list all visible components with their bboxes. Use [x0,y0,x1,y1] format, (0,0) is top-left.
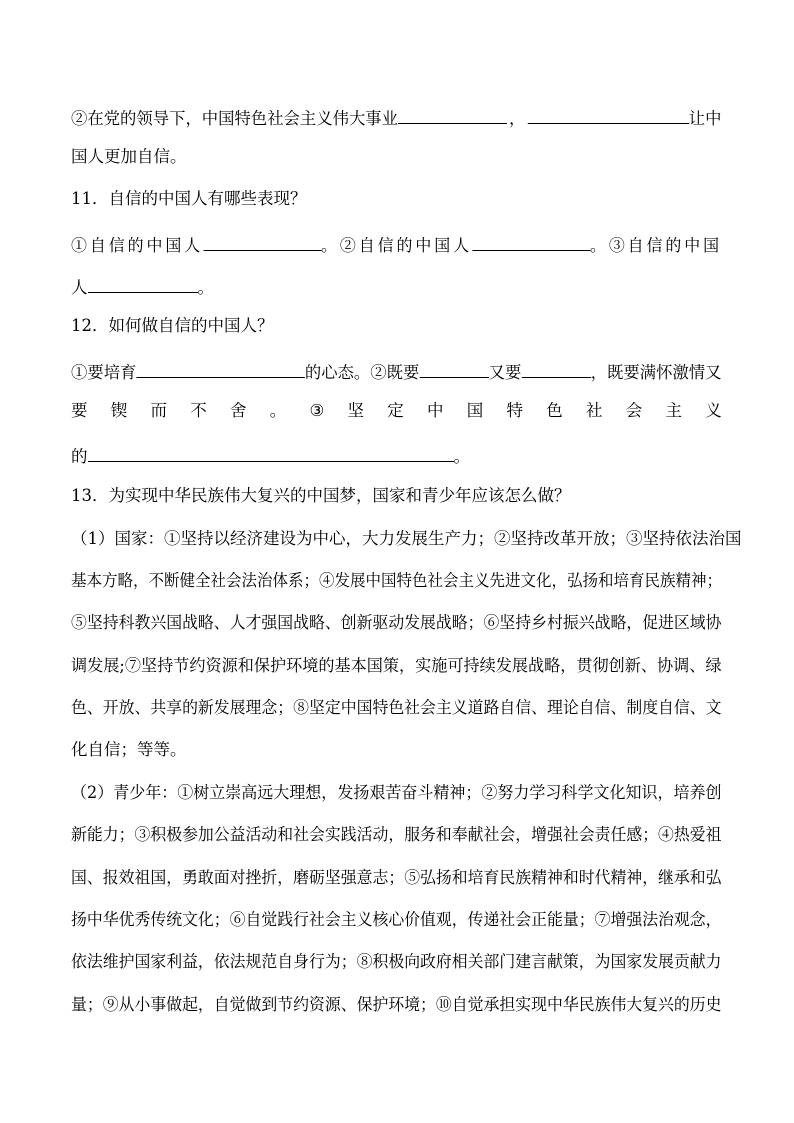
q13-country-line [71,529,742,553]
q12-char: 会 [625,401,643,420]
q10-item2-text: ②在党的领导下，中国特色社会主义伟大事业 [71,109,398,128]
q12-char: 不 [190,401,207,420]
q12-justified-line [71,403,722,425]
q12-char: 国 [466,401,484,420]
q13-youth-line: 国、报效祖国，勇敢面对挫折，磨砺坚强意志；⑤弘扬和培育民族精神和时代精神，继承和弘 [71,868,722,887]
q10-item2-continuation: 国人更加自信。 [71,147,187,166]
q10-answer-blank-1[interactable] [398,107,507,124]
q12-char: 要 [71,401,88,420]
q13-title: 13．为实现中华民族伟大复兴的中国梦，国家和青少年应该怎么做？ [71,486,571,505]
q11-answer-blank-3[interactable] [88,276,198,293]
q12-char: 中 [427,401,444,420]
q12-item2-mid: 又要 [488,363,522,382]
q10-item2-tail: 让中 [688,109,722,128]
q11-sep1: 。 [321,236,340,255]
q12-char: 而 [150,401,167,420]
q12-item2-tail: ，既要满怀激情又 [590,363,722,382]
q11-item3-label: ③自信的中国 [608,236,722,255]
q11-answer-continuation [71,276,214,298]
q12-answer-continuation [71,445,470,467]
q12-answer-blank-2[interactable] [419,361,488,378]
q13-country-line: 化自信；等等。 [71,740,187,759]
q11-answer-blank-2[interactable] [472,234,590,251]
q12-item1-tail: 的心态。 [304,363,371,382]
q13-country-text: （1）国家：①坚持以经济建设为中心，大力发展生产力；②坚持改革开放；③坚持依法治国 [71,529,742,548]
q12-char: 舍 [230,401,247,420]
q12-item2-label: ②既要 [370,363,420,382]
q12-char: 坚 [347,401,365,420]
q13-youth-line: 量；⑨从小事做起，自觉做到节约资源、保护环境；⑩自觉承担实现中华民族伟大复兴的历史 [71,995,722,1014]
q12-char: 锲 [110,401,128,420]
q13-country-line: 基本方略，不断健全社会法治体系；④发展中国特色社会主义先进文化，弘扬和培育民族精神； [71,571,722,590]
q12-item1-label: ①要培育 [71,363,137,382]
q13-country-line: 调发展;⑦坚持节约资源和保护环境的基本国策，实施可持续发展战略，贯彻创新、协调、绿 [71,656,722,675]
q13-youth-line: 依法维护国家利益，依法规范自身行为；⑧积极向政府相关部门建言献策，为国家发展贡献力 [71,952,722,971]
q11-title: 11．自信的中国人有哪些表现？ [71,189,307,208]
q11-item1-label: ①自信的中国人 [71,236,204,255]
q13-youth-line: （2）青少年：①树立崇高远大理想，发扬艰苦奋斗精神；②努力学习科学文化知识，培养创 [71,783,722,802]
q12-title: 12．如何做自信的中国人？ [71,316,274,335]
q12-char: 义 [705,401,722,420]
q11-item2-label: ②自信的中国人 [339,236,472,255]
q12-answer-line [71,361,722,383]
q12-char: 特 [506,401,524,420]
q11-answer-line [71,234,722,256]
q11-item3-cont: 人 [71,278,88,297]
q12-char: 色 [546,401,563,420]
q12-char: 定 [387,401,404,420]
q11-sep2: 。 [589,236,609,255]
q13-country-line: ⑤坚持科教兴国战略、人才强国战略、创新驱动发展战略；⑥坚持乡村振兴战略，促进区域协 [71,613,722,632]
q12-char: 。 [269,401,287,420]
q12-answer-blank-3[interactable] [521,361,590,378]
q12-char: 主 [665,401,683,420]
q13-youth-line: 扬中华优秀传统文化；⑥自觉践行社会主义核心价值观，传递社会正能量；⑦增强法治观念， [71,910,722,929]
q11-answer-blank-1[interactable] [203,234,321,251]
q12-end: 。 [453,447,470,466]
q10-item2-line [71,107,722,129]
q12-char: 社 [586,401,603,420]
q12-item3-cont: 的 [71,447,88,466]
q12-answer-blank-4[interactable] [88,445,454,462]
q12-char: ③ [309,401,325,420]
q10-answer-blank-2[interactable] [527,107,689,124]
q13-country-line: 色、开放、共享的新发展理念；⑧坚定中国特色社会主义道路自信、理论自信、制度自信、文 [71,698,722,717]
q10-comma: ， [508,109,526,128]
q11-end: 。 [197,278,214,297]
q12-answer-blank-1[interactable] [136,361,304,378]
q13-youth-line: 新能力；③积极参加公益活动和社会实践活动，服务和奉献社会，增强社会责任感；④热爱祖 [71,825,722,844]
